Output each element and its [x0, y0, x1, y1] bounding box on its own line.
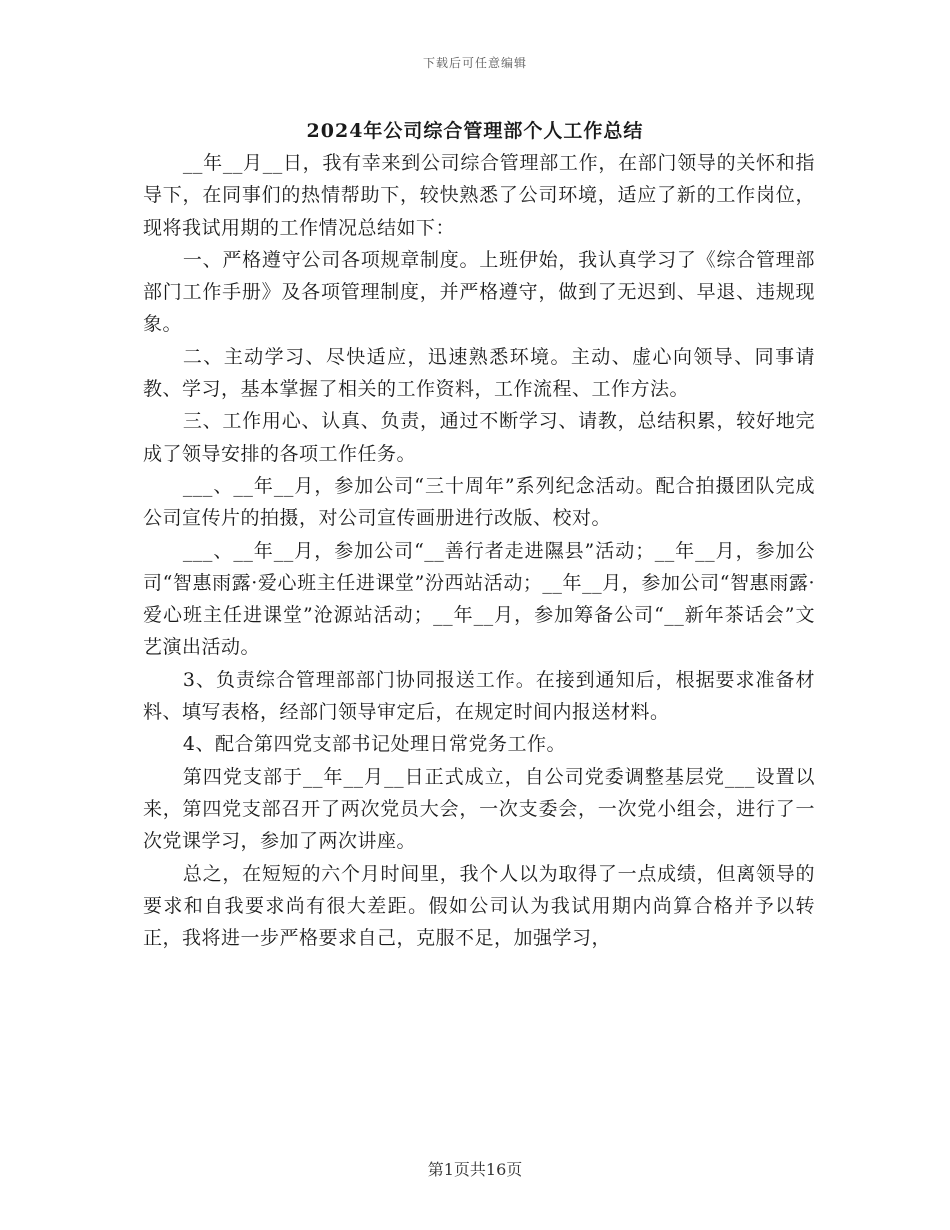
page-number: 第1页共16页	[427, 1160, 523, 1179]
paragraph-anniversary: ___、__年__月，参加公司“三十周年”系列纪念活动。配合拍摄团队完成公司宣传片的拍摄，对公司宣传画册进行改版、校对。	[143, 474, 815, 530]
paragraph-conclusion: 总之，在短短的六个月时间里，我个人以为取得了一点成绩，但离领导的要求和自我要求尚有很大差距。假如公司认为我试用期内尚算合格并予以转正，我将进一步严格要求自己，克服不足，加强学习，	[143, 862, 815, 950]
paragraph-reporting: 3、负责综合管理部部门协同报送工作。在接到通知后，根据要求准备材料、填写表格，经部门领导审定后，在规定时间内报送材料。	[143, 668, 815, 724]
paragraph-intro: __年__月__日，我有幸来到公司综合管理部工作，在部门领导的关怀和指导下，在同事们的热情帮助下，较快熟悉了公司环境，适应了新的工作岗位，现将我试用期的工作情况总结如下：	[143, 152, 815, 239]
paragraph-diligence: 三、工作用心、认真、负责，通过不断学习、请教，总结积累，较好地完成了领导安排的各项工作任务。	[143, 410, 815, 465]
document-body	[143, 147, 815, 954]
paragraph-rules: 一、严格遵守公司各项规章制度。上班伊始，我认真学习了《综合管理部部门工作手册》及各项管理制度，并严格遵守，做到了无迟到、早退、违规现象。	[143, 248, 815, 336]
document-title: 2024年公司综合管理部个人工作总结	[306, 120, 644, 142]
paragraph-learning: 二、主动学习、尽快适应，迅速熟悉环境。主动、虚心向领导、同事请教、学习，基本掌握了相关的工作资料，工作流程、工作方法。	[143, 345, 815, 401]
paragraph-activities: ___、__年__月，参加公司“__善行者走进隰县”活动；__年__月，参加公司“智惠雨露·爱心班主任进课堂”汾西站活动；__年__月，参加公司“智惠雨露·爱心班主任进课堂”沧源站活动；__年__月，参加筹备公司“__新年茶话会”文艺演出活动。	[143, 539, 815, 659]
page-header-note: 下载后可任意编辑	[422, 56, 527, 70]
paragraph-party-branch: 第四党支部于__年__月__日正式成立，自公司党委调整基层党___设置以来，第四党支部召开了两次党员大会，一次支委会，一次党小组会，进行了一次党课学习，参加了两次讲座。	[143, 765, 815, 853]
paragraph-party-work: 4、配合第四党支部书记处理日常党务工作。	[182, 733, 566, 756]
